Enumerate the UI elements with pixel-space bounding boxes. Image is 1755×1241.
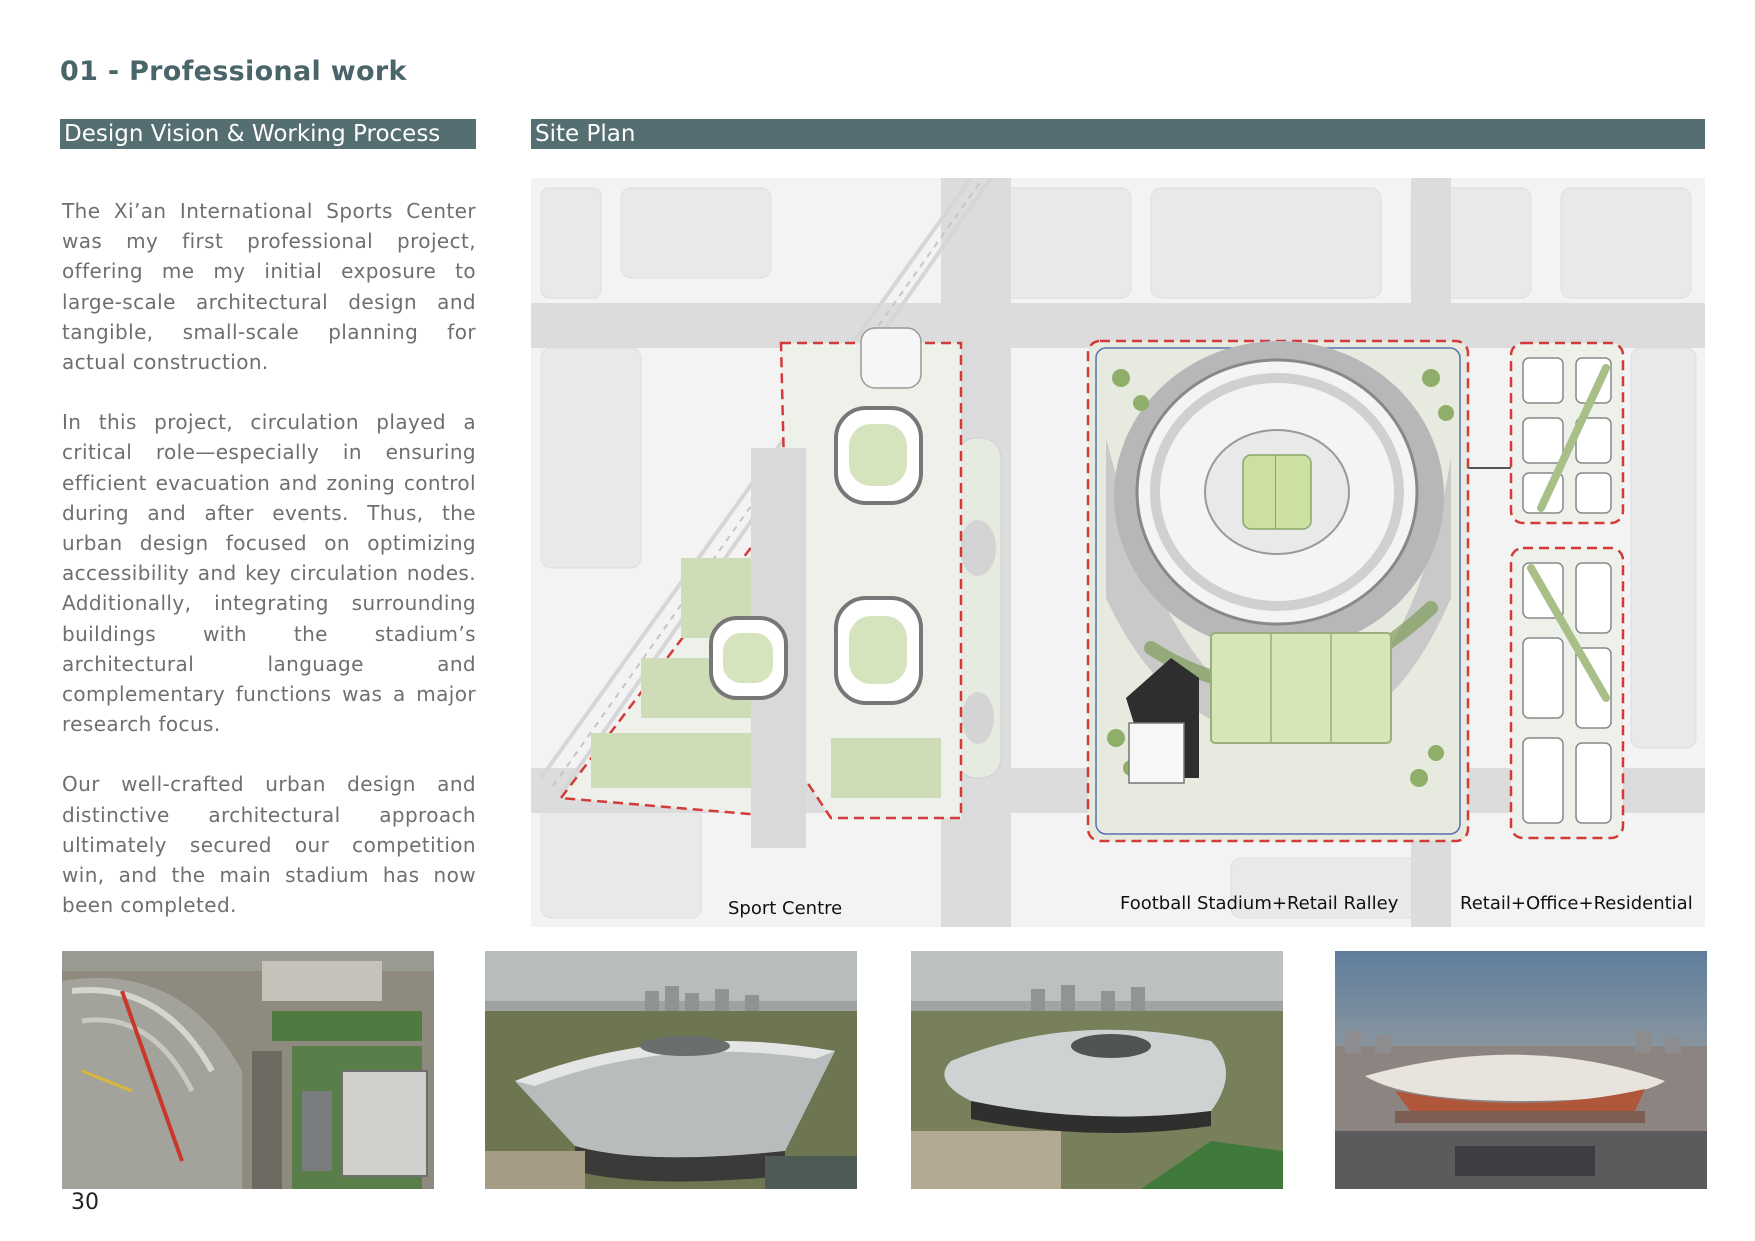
construction-aerial-photo [62,951,434,1189]
page-number: 30 [71,1190,99,1215]
paragraph-outcome: Our well-crafted urban design and distinctive architectural approach ultimately secured our competition win, and the main stadium has now been completed. [62,772,476,918]
label-mixed-use: Retail+Office+Residential [1460,893,1693,914]
stadium-aerial-photo-2 [911,951,1283,1189]
paragraph-intro: The Xi’an International Sports Center was my first professional project, offering me my initial exposure to large-scale architectural design and tangible, small-scale planning for actual construction. [62,199,476,375]
page-title: 01 - Professional work [60,56,407,87]
body-text [62,196,476,950]
stadium-dusk-photo [1335,951,1707,1189]
stadium-aerial-photo-1 [485,951,857,1189]
design-vision-heading: Design Vision & Working Process [60,119,476,149]
site-plan-image [531,178,1705,927]
paragraph-circulation: In this project, circulation played a critical role—especially in ensuring efficient evacuation and zoning control during and after events. Thus, the urban design focused on optimizing accessibility and key circulation nodes. Additionally, integrating surrounding buildings with the stadium’s architectural language and complementary functions was a major research focus. [62,410,476,737]
label-football-stadium: Football Stadium+Retail Ralley [1120,893,1399,914]
site-plan-heading: Site Plan [531,119,1705,149]
site-plan-drawing [531,178,1705,927]
label-sport-centre: Sport Centre [728,898,843,919]
